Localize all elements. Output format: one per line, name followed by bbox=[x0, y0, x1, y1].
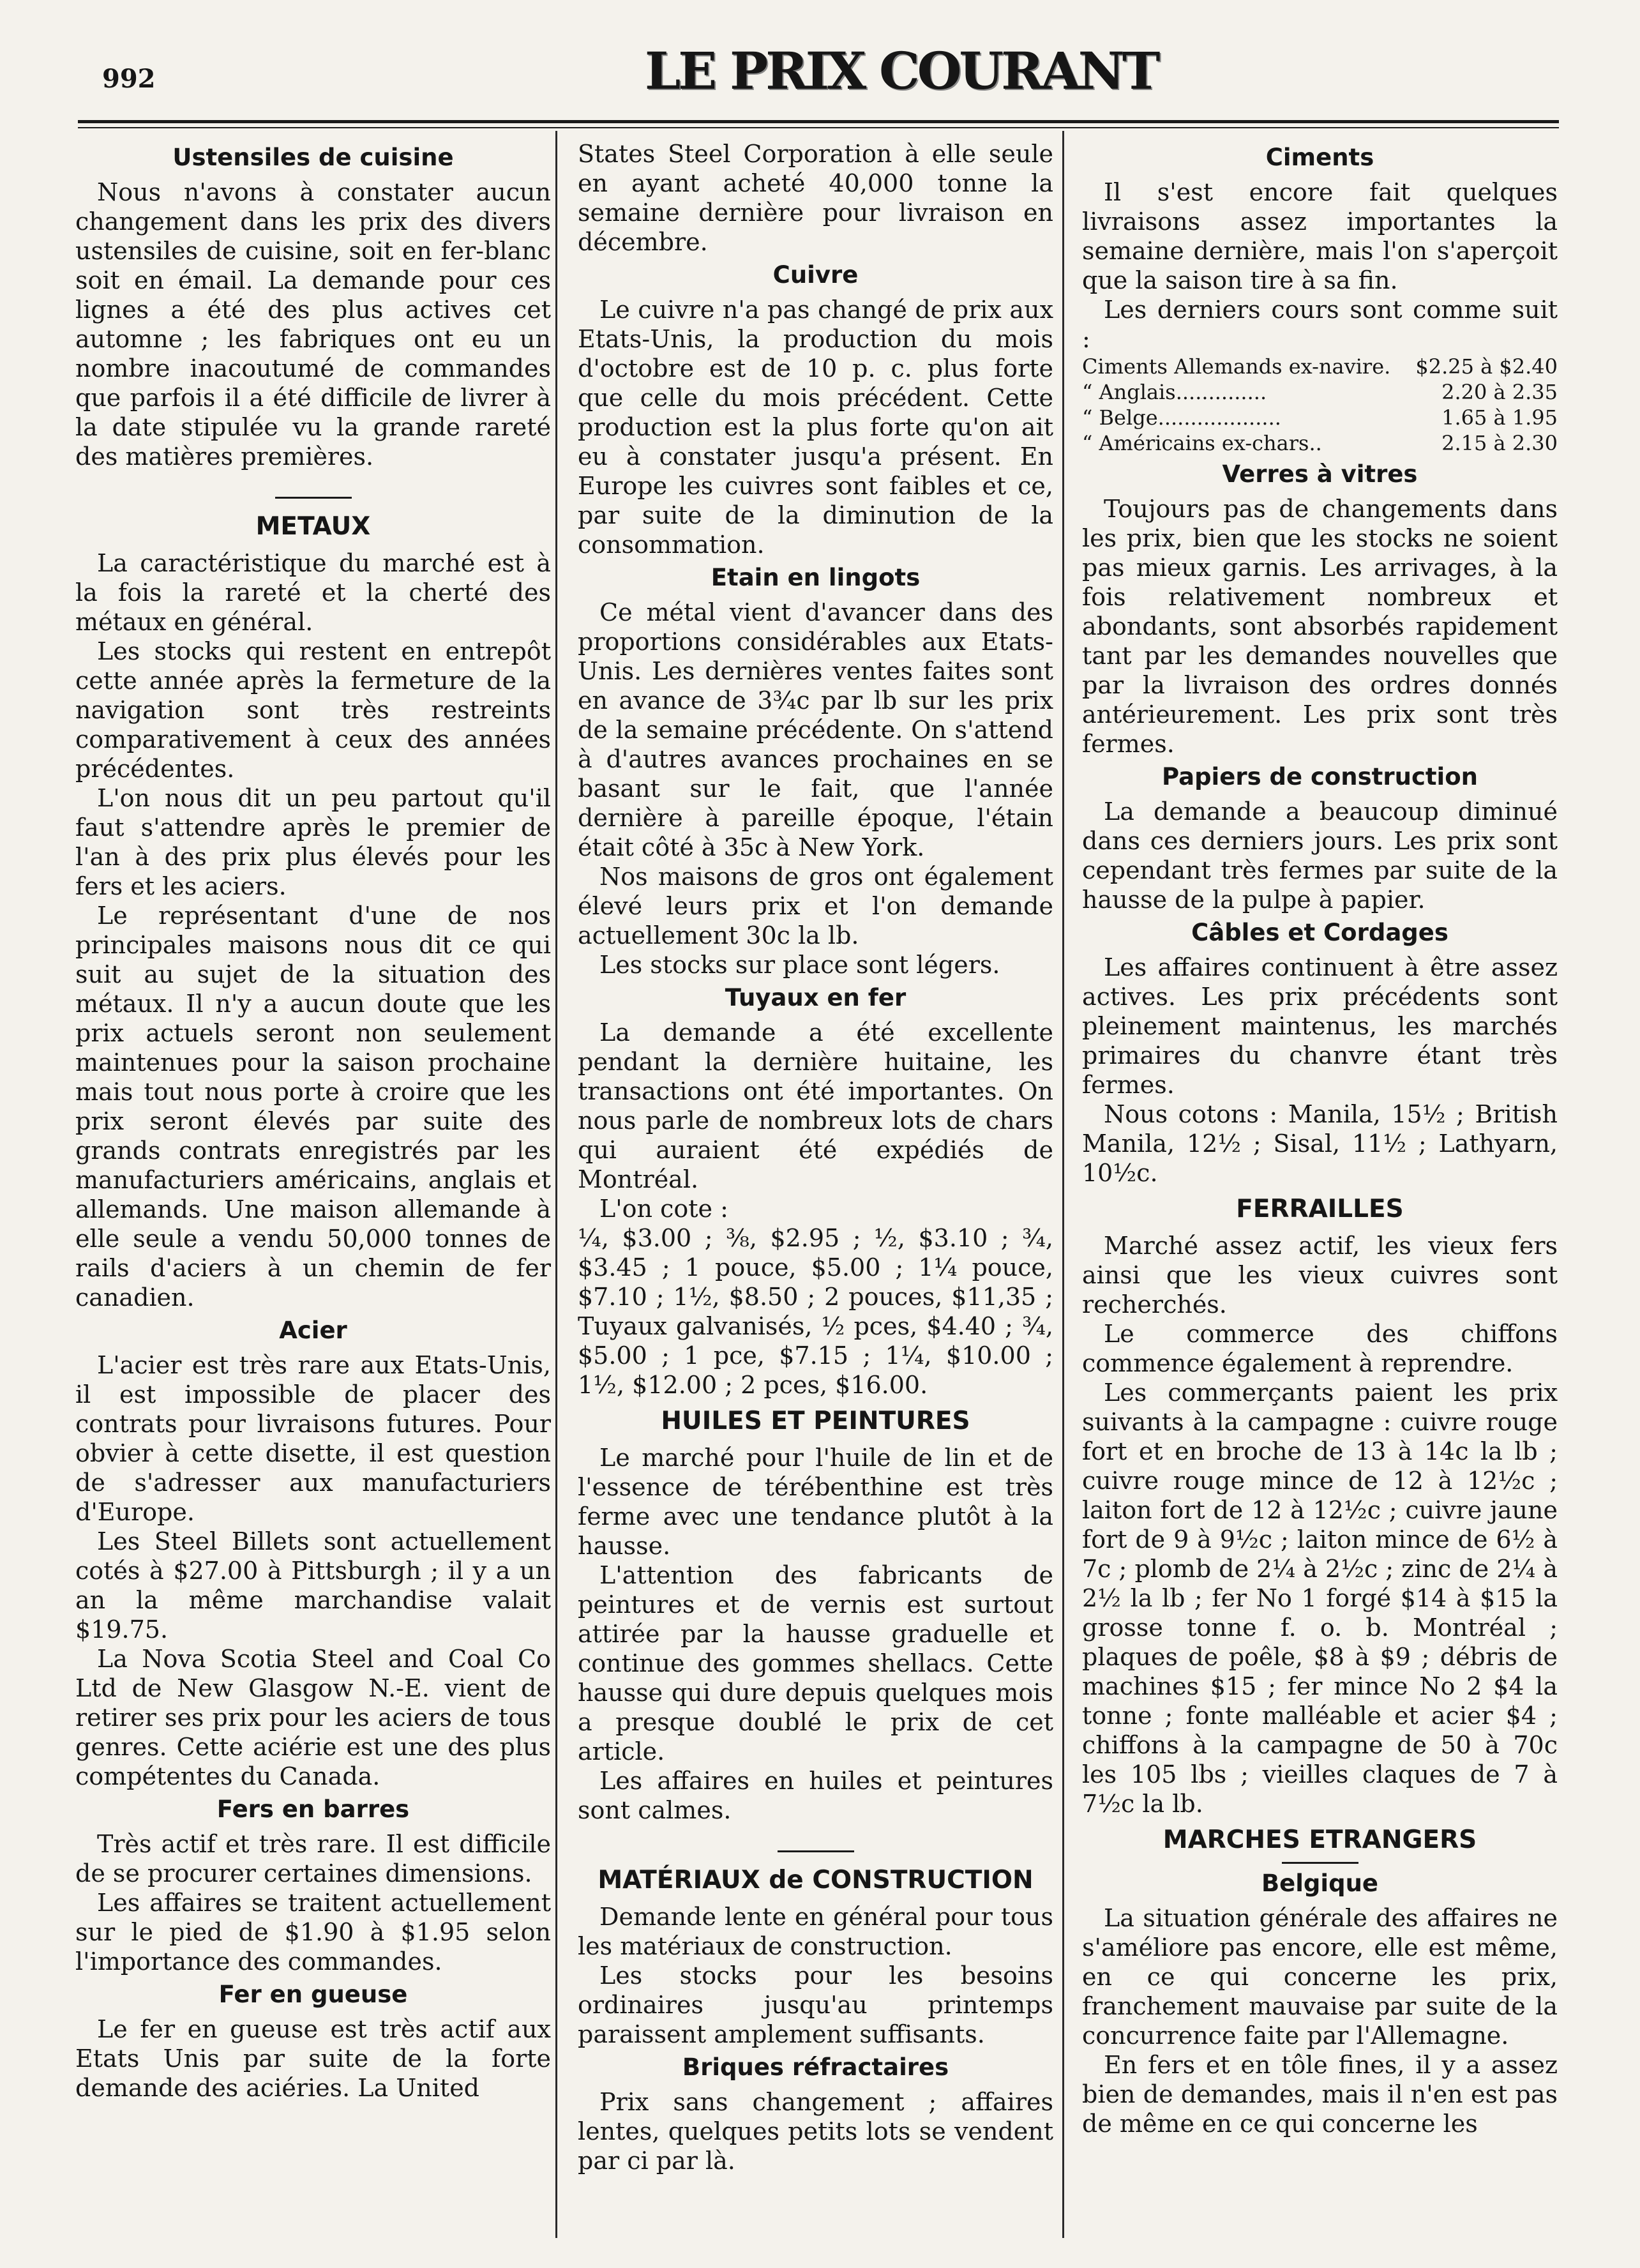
table-row bbox=[1082, 379, 1558, 405]
paragraph: Les stocks pour les besoins ordinaires jusqu'au printemps paraissent amplement suffisants. bbox=[578, 1962, 1053, 2048]
table-row bbox=[1082, 405, 1558, 430]
section-heading: FERRAILLES bbox=[1236, 1195, 1404, 1223]
section-heading: MATÉRIAUX de CONSTRUCTION bbox=[598, 1866, 1034, 1894]
section-heading: Fer en gueuse bbox=[218, 1981, 408, 2008]
paragraph: La caractéristique du marché est à la fois la rareté et la cherté des métaux en général. bbox=[75, 549, 551, 636]
cement-price-table bbox=[1082, 354, 1558, 456]
section-heading: Câbles et Cordages bbox=[1191, 919, 1448, 946]
section-heading: Acier bbox=[279, 1317, 347, 1344]
paragraph: La situation générale des affaires ne s'améliore pas encore, elle est même, en ce qui concerne les prix, franchement mauvaise par suite de la concurrence faite par l'Allemagne. bbox=[1082, 1904, 1558, 2050]
header-rule-thin bbox=[78, 127, 1559, 128]
section-heading: Belgique bbox=[1261, 1870, 1379, 1897]
section-heading: Ustensiles de cuisine bbox=[172, 144, 454, 171]
paragraph: Toujours pas de changements dans les prix, bien que les stocks ne soient pas mieux garnis. Les arrivages, à la fois relativement nombreux et abondants, sont absorbés rapidement tant par les demandes nouvelles que par la livraison des ordres donnés antérieurement. Les prix sont très fermes. bbox=[1082, 495, 1558, 758]
paragraph: Le représentant d'une de nos principales maisons nous dit ce qui suit au sujet de la situation des métaux. Il n'y a aucun doute que les prix actuels seront non seulement maintenues pour la saison prochaine mais tout nous porte à croire que les prix seront élevés par suite des grands contrats enregistrés par les manufacturiers américains, anglais et allemands. Une maison allemande à elle seule a vendu 50,000 tonnes de rails d'aciers à un chemin de fer canadien. bbox=[75, 902, 551, 1312]
table-row bbox=[1082, 430, 1558, 456]
paragraph: La Nova Scotia Steel and Coal Co Ltd de New Glasgow N.-E. vient de retirer ses prix pour les aciers de tous genres. Cette aciérie est une des plus compétentes du Canada. bbox=[75, 1645, 551, 1790]
column-left bbox=[75, 139, 551, 2253]
price-label: Ciments Allemands ex-navire. bbox=[1082, 354, 1391, 379]
paragraph: Les Steel Billets sont actuellement cotés à $27.00 à Pittsburgh ; il y a un an la même marchandise valait $19.75. bbox=[75, 1527, 551, 1644]
paragraph: Les stocks qui restent en entrepôt cette année après la fermeture de la navigation sont très restreints comparativement à ceux des années précédentes. bbox=[75, 637, 551, 783]
paragraph: L'acier est très rare aux Etats-Unis, il est impossible de placer des contrats pour livraisons futures. Pour obvier à cette disette, il est question de s'adresser aux manufacturiers d'Europe. bbox=[75, 1351, 551, 1526]
paragraph: ¼, $3.00 ; ⅜, $2.95 ; ½, $3.10 ; ¾, $3.45 ; 1 pouce, $5.00 ; 1¼ pouce, $7.10 ; 1½, $8.50 ; 2 pouces, $11,35 ; Tuyaux galvanisés, ½ pces, $4.40 ; ¾, $5.00 ; 1 pce, $7.15 ; 1¼, $10.00 ; 1½, $12.00 ; 2 pces, $16.00. bbox=[578, 1224, 1053, 1399]
section-heading: Fers en barres bbox=[216, 1796, 410, 1823]
section-heading: Papiers de construction bbox=[1161, 763, 1478, 790]
header-rule-thick bbox=[78, 120, 1559, 123]
section-separator bbox=[778, 1850, 854, 1852]
paragraph: Prix sans changement ; affaires lentes, quelques petits lots se vendent par ci par là. bbox=[578, 2088, 1053, 2175]
paragraph: En fers et en tôle fines, il y a assez bien de demandes, mais il n'en est pas de même en ce qui concerne les bbox=[1082, 2051, 1558, 2138]
page-number: 992 bbox=[102, 64, 156, 94]
section-heading: Briques réfractaires bbox=[682, 2053, 949, 2081]
journal-title: LE PRIX COURANT bbox=[645, 41, 1158, 101]
paragraph: Le fer en gueuse est très actif aux Etats Unis par suite de la forte demande des aciéries. La United bbox=[75, 2015, 551, 2102]
section-heading: HUILES ET PEINTURES bbox=[661, 1407, 970, 1435]
paragraph: Nos maisons de gros ont également élevé leurs prix et l'on demande actuellement 30c la lb. bbox=[578, 863, 1053, 949]
paragraph: Ce métal vient d'avancer dans des proportions considérables aux Etats-Unis. Les dernières ventes faites sont en avance de 3¾c par lb sur les prix de la semaine précédente. On s'attend à d'autres avances prochaines en se basant sur le fait, que l'année dernière à pareille époque, l'étain était côté à 35c à New York. bbox=[578, 598, 1053, 861]
paragraph: Les affaires en huiles et peintures sont calmes. bbox=[578, 1767, 1053, 1824]
paragraph: Les derniers cours sont comme suit : bbox=[1082, 296, 1558, 353]
price-value: 2.15 à 2.30 bbox=[1441, 431, 1558, 455]
paragraph: Demande lente en général pour tous les matériaux de construction. bbox=[578, 1903, 1053, 1960]
paragraph: Nous n'avons à constater aucun changement dans les prix des divers ustensiles de cuisine, soit en fer-blanc soit en émail. La demande pour ces lignes a été des plus actives cet automne ; les fabriques ont eu un nombre inacoutumé de commandes que parfois il a été difficile de livrer à la date stipulée vu la grande rareté des matières premières. bbox=[75, 178, 551, 471]
section-separator bbox=[275, 497, 352, 499]
price-value: 2.20 à 2.35 bbox=[1441, 380, 1558, 404]
paragraph: L'on nous dit un peu partout qu'il faut s'attendre après le premier de l'an à des prix plus élevés pour les fers et les aciers. bbox=[75, 784, 551, 900]
paragraph: Les commerçants paient les prix suivants à la campagne : cuivre rouge fort et en broche de 13 à 14c la lb ; cuivre rouge mince de 12 à 12½c ; laiton fort de 12 à 12½c ; cuivre jaune fort de 9 à 9½c ; laiton mince de 6½ à 7c ; plomb de 2¼ à 2½c ; zinc de 2¼ à 2½ la lb ; fer No 1 forgé $14 à $15 la grosse tonne f. o. b. Montréal ; plaques de poêle, $8 à $9 ; débris de machines $15 ; fer mince No 2 $4 la tonne ; fonte malléable et acier $4 ; chiffons à la campagne de 50 à 70c les 105 lbs ; vieilles claques de 7 à 7½c la lb. bbox=[1082, 1379, 1558, 1818]
price-value: 1.65 à 1.95 bbox=[1441, 405, 1558, 430]
section-heading: Etain en lingots bbox=[711, 564, 921, 591]
paragraph: Les affaires se traitent actuellement sur le pied de $1.90 à $1.95 selon l'importance des commandes. bbox=[75, 1889, 551, 1976]
paragraph: Le commerce des chiffons commence également à reprendre. bbox=[1082, 1320, 1558, 1377]
section-heading: Tuyaux en fer bbox=[725, 984, 907, 1011]
table-row bbox=[1082, 354, 1558, 379]
column-middle bbox=[578, 139, 1053, 2253]
paragraph: L'attention des fabricants de peintures et de vernis est surtout attirée par la hausse graduelle et continue des gommes shellacs. Cette hausse qui dure depuis quelques mois a presque doublé le prix de cet article. bbox=[578, 1561, 1053, 1765]
paragraph: Les stocks sur place sont légers. bbox=[599, 951, 1000, 979]
paragraph: Très actif et très rare. Il est difficile de se procurer certaines dimensions. bbox=[75, 1830, 551, 1887]
paragraph: Il s'est encore fait quelques livraisons assez importantes la semaine dernière, mais l'on s'aperçoit que la saison tire à sa fin. bbox=[1082, 178, 1558, 294]
section-heading: METAUX bbox=[255, 512, 371, 541]
section-heading: Verres à vitres bbox=[1222, 460, 1418, 488]
section-heading: Ciments bbox=[1265, 144, 1374, 171]
paragraph: Les affaires continuent à être assez actives. Les prix précédents sont pleinement maintenus, les marchés primaires du chanvre étant très fermes. bbox=[1082, 953, 1558, 1099]
paragraph: L'on cote : bbox=[599, 1195, 728, 1223]
paragraph: La demande a été excellente pendant la dernière huitaine, les transactions ont été importantes. On nous parle de nombreux lots de chars qui auraient été expédiés de Montréal. bbox=[578, 1018, 1053, 1193]
masthead bbox=[0, 0, 1640, 128]
paragraph: Marché assez actif, les vieux fers ainsi que les vieux cuivres sont recherchés. bbox=[1082, 1232, 1558, 1319]
section-heading: Cuivre bbox=[772, 261, 859, 289]
paragraph: Le cuivre n'a pas changé de prix aux Etats-Unis, la production du mois d'octobre est de 10 p. c. plus forte que celle du mois précédent. Cette production est la plus forte qu'on ait eu à constater jusqu'a présent. En Europe les cuivres sont faibles et ce, par suite de la diminution de la consommation. bbox=[578, 296, 1053, 559]
column-divider bbox=[555, 131, 557, 2238]
paragraph: La demande a beaucoup diminué dans ces derniers jours. Les prix sont cependant très fermes par suite de la hausse de la pulpe à papier. bbox=[1082, 798, 1558, 914]
price-label: “ Anglais.............. bbox=[1082, 380, 1267, 404]
column-right bbox=[1082, 139, 1558, 2253]
price-label: “ Belge................... bbox=[1082, 405, 1281, 430]
paragraph: Nous cotons : Manila, 15½ ; British Manila, 12½ ; Sisal, 11½ ; Lathyarn, 10½c. bbox=[1082, 1100, 1558, 1187]
price-label: “ Américains ex-chars.. bbox=[1082, 431, 1322, 455]
section-separator bbox=[1282, 1862, 1358, 1864]
paragraph: Le marché pour l'huile de lin et de l'essence de térébenthine est très ferme avec une tendance plutôt à la hausse. bbox=[578, 1444, 1053, 1560]
column-divider bbox=[1062, 131, 1064, 2238]
price-value: $2.25 à $2.40 bbox=[1415, 354, 1558, 379]
section-heading: MARCHES ETRANGERS bbox=[1162, 1826, 1477, 1854]
paragraph: States Steel Corporation à elle seule en ayant acheté 40,000 tonne la semaine dernière pour livraison en décembre. bbox=[578, 140, 1053, 256]
